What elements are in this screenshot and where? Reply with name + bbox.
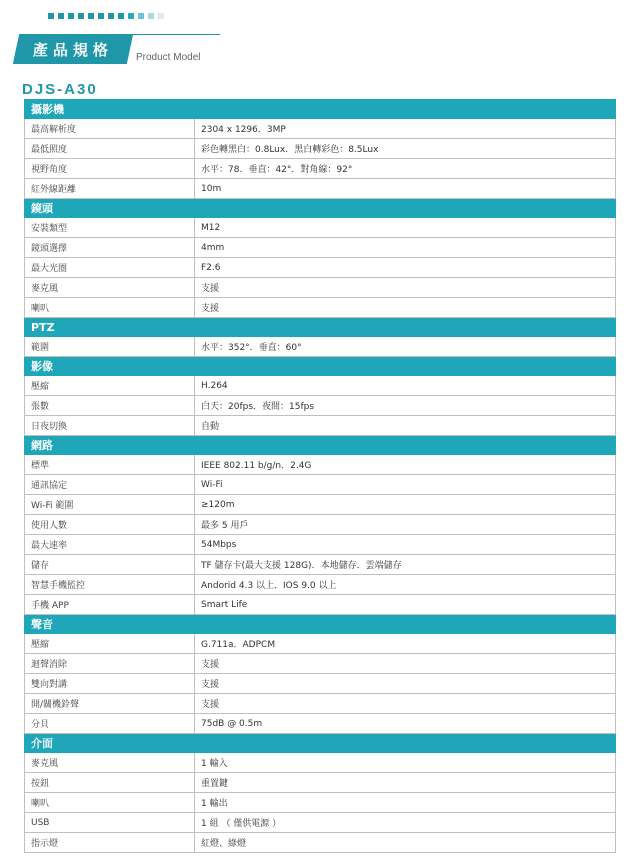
spec-value: IEEE 802.11 b/g/n．2.4G — [195, 455, 616, 475]
spec-value: 支援 — [195, 674, 616, 694]
spec-label: 壓縮 — [25, 376, 195, 396]
section-header — [25, 615, 616, 634]
model-number: DJS-A30 — [22, 81, 98, 98]
spec-label: 儲存 — [25, 555, 195, 575]
spec-label: 鏡頭選擇 — [25, 238, 195, 258]
spec-label: 最低照度 — [25, 139, 195, 159]
spec-row — [25, 396, 616, 416]
spec-row — [25, 298, 616, 318]
section-title: 聲音 — [25, 615, 616, 634]
spec-row — [25, 515, 616, 535]
decorative-dot — [128, 13, 134, 19]
spec-label: 標準 — [25, 455, 195, 475]
decorative-dots — [48, 13, 164, 19]
spec-value: Wi-Fi — [195, 475, 616, 495]
spec-row — [25, 575, 616, 595]
spec-row — [25, 495, 616, 515]
spec-value: 1 組 （ 僅供電源 ） — [195, 813, 616, 833]
page-subtitle: Product Model — [136, 52, 201, 63]
spec-row — [25, 376, 616, 396]
decorative-dot — [138, 13, 144, 19]
spec-value: 10m — [195, 179, 616, 199]
page-header — [0, 0, 640, 100]
spec-label: 按鈕 — [25, 773, 195, 793]
spec-label: 使用人數 — [25, 515, 195, 535]
spec-label: 安裝類型 — [25, 218, 195, 238]
spec-value: Smart Life — [195, 595, 616, 615]
decorative-dot — [48, 13, 54, 19]
spec-label: 最大速率 — [25, 535, 195, 555]
section-title: 網路 — [25, 436, 616, 455]
decorative-dot — [148, 13, 154, 19]
spec-value: ≥120m — [195, 495, 616, 515]
spec-value: H.264 — [195, 376, 616, 396]
spec-row — [25, 455, 616, 475]
spec-value: 1 輸入 — [195, 753, 616, 773]
spec-label: Wi-Fi 範圍 — [25, 495, 195, 515]
spec-label: 壓縮 — [25, 634, 195, 654]
spec-label: USB — [25, 813, 195, 833]
section-title: 攝影機 — [25, 100, 616, 119]
spec-label: 張數 — [25, 396, 195, 416]
spec-row — [25, 714, 616, 734]
spec-row — [25, 238, 616, 258]
spec-value: 重置鍵 — [195, 773, 616, 793]
decorative-dot — [58, 13, 64, 19]
spec-row — [25, 475, 616, 495]
spec-label: 紅外線距離 — [25, 179, 195, 199]
spec-row — [25, 179, 616, 199]
spec-label: 迴聲消除 — [25, 654, 195, 674]
subtitle-divider — [125, 34, 220, 35]
spec-row — [25, 258, 616, 278]
spec-row — [25, 535, 616, 555]
spec-value: 1 輸出 — [195, 793, 616, 813]
spec-label: 喇叭 — [25, 793, 195, 813]
spec-row — [25, 218, 616, 238]
spec-value: TF 儲存卡(最大支援 128G)．本地儲存．雲端儲存 — [195, 555, 616, 575]
spec-value: F2.6 — [195, 258, 616, 278]
spec-value: 支援 — [195, 298, 616, 318]
spec-row — [25, 555, 616, 575]
section-title: PTZ — [25, 318, 616, 337]
section-title: 鏡頭 — [25, 199, 616, 218]
spec-value: 支援 — [195, 694, 616, 714]
spec-label: 麥克風 — [25, 278, 195, 298]
spec-row — [25, 654, 616, 674]
spec-label: 雙向對講 — [25, 674, 195, 694]
section-title: 介面 — [25, 734, 616, 753]
decorative-dot — [68, 13, 74, 19]
decorative-dot — [118, 13, 124, 19]
spec-value: 水平：78．垂直：42°．對角線：92° — [195, 159, 616, 179]
spec-row — [25, 694, 616, 714]
spec-label: 手機 APP — [25, 595, 195, 615]
section-header — [25, 357, 616, 376]
spec-row — [25, 278, 616, 298]
spec-value: 4mm — [195, 238, 616, 258]
spec-row — [25, 119, 616, 139]
spec-row — [25, 833, 616, 853]
spec-label: 日夜切換 — [25, 416, 195, 436]
spec-label: 麥克風 — [25, 753, 195, 773]
decorative-dot — [108, 13, 114, 19]
spec-value: 水平：352°．垂直：60° — [195, 337, 616, 357]
spec-label: 視野角度 — [25, 159, 195, 179]
section-header — [25, 199, 616, 218]
decorative-dot — [158, 13, 164, 19]
spec-row — [25, 773, 616, 793]
decorative-dot — [88, 13, 94, 19]
spec-row — [25, 139, 616, 159]
spec-value: 紅燈、綠燈 — [195, 833, 616, 853]
spec-row — [25, 674, 616, 694]
spec-value: Andorid 4.3 以上．IOS 9.0 以上 — [195, 575, 616, 595]
spec-value: 2304 x 1296．3MP — [195, 119, 616, 139]
spec-label: 最大光圈 — [25, 258, 195, 278]
spec-label: 開/關機鈴聲 — [25, 694, 195, 714]
spec-label: 指示燈 — [25, 833, 195, 853]
spec-row — [25, 634, 616, 654]
spec-value: 最多 5 用戶 — [195, 515, 616, 535]
section-header — [25, 436, 616, 455]
spec-value: 75dB @ 0.5m — [195, 714, 616, 734]
spec-label: 範圍 — [25, 337, 195, 357]
spec-value: 54Mbps — [195, 535, 616, 555]
page-title-box — [13, 34, 133, 64]
decorative-dot — [98, 13, 104, 19]
spec-table-body — [25, 100, 616, 853]
section-title: 影像 — [25, 357, 616, 376]
spec-value: G.711a．ADPCM — [195, 634, 616, 654]
spec-value: 支援 — [195, 278, 616, 298]
spec-table — [24, 99, 616, 853]
spec-row — [25, 813, 616, 833]
spec-row — [25, 337, 616, 357]
spec-label: 通訊協定 — [25, 475, 195, 495]
page-title: 產品規格 — [32, 40, 113, 59]
spec-row — [25, 753, 616, 773]
section-header — [25, 734, 616, 753]
spec-label: 喇叭 — [25, 298, 195, 318]
spec-value: 支援 — [195, 654, 616, 674]
spec-row — [25, 793, 616, 813]
spec-row — [25, 159, 616, 179]
spec-value: 白天：20fps．夜間：15fps — [195, 396, 616, 416]
section-header — [25, 100, 616, 119]
spec-label: 分貝 — [25, 714, 195, 734]
section-header — [25, 318, 616, 337]
spec-label: 智慧手機監控 — [25, 575, 195, 595]
spec-value: 彩色轉黑白：0.8Lux．黑白轉彩色：8.5Lux — [195, 139, 616, 159]
spec-value: M12 — [195, 218, 616, 238]
decorative-dot — [78, 13, 84, 19]
spec-row — [25, 595, 616, 615]
spec-row — [25, 416, 616, 436]
spec-label: 最高解析度 — [25, 119, 195, 139]
spec-value: 自動 — [195, 416, 616, 436]
